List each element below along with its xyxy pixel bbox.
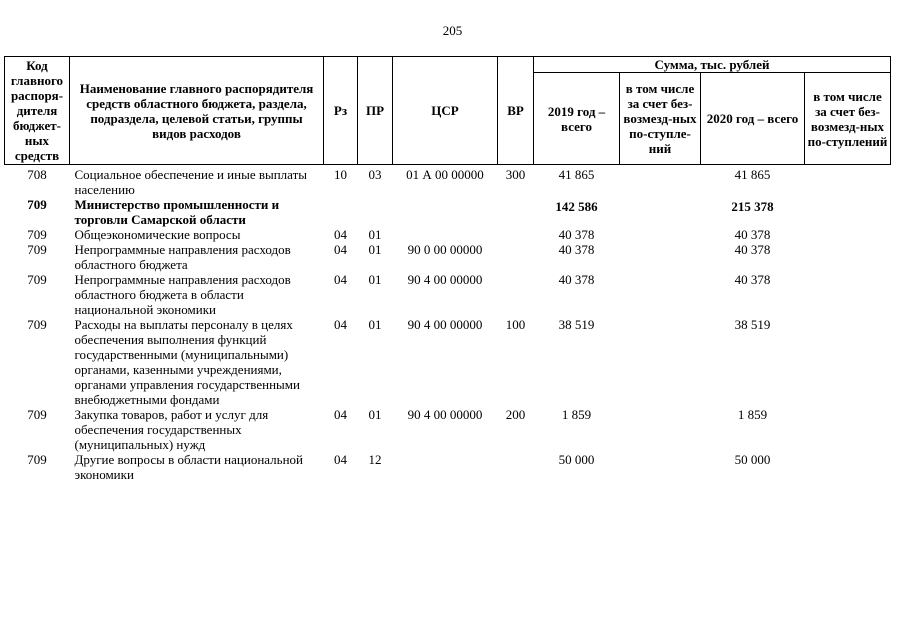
cell-2020-total: 215 378 <box>731 199 774 214</box>
cell-2020-incl <box>805 272 891 317</box>
cell-pr: 03 <box>368 167 382 182</box>
cell-pr: 01 <box>368 317 382 332</box>
cell-2020-incl <box>805 317 891 407</box>
cell-csr: 90 4 00 00000 <box>407 317 483 332</box>
cell-name: Социальное обеспечение и иные выплаты населению <box>74 167 308 197</box>
table-row <box>5 407 891 452</box>
cell-vr: 300 <box>505 167 526 182</box>
cell-csr: 01 А 00 00000 <box>406 167 484 182</box>
cell-2020-total: 50 000 <box>734 452 771 467</box>
cell-rz: 04 <box>334 272 347 287</box>
cell-2019-total: 41 865 <box>558 167 595 182</box>
cell-2019-incl <box>620 272 701 317</box>
cell-code: 709 <box>27 242 47 257</box>
cell-csr: 90 0 00 00000 <box>407 242 483 257</box>
cell-2019-incl <box>620 407 701 452</box>
cell-rz: 04 <box>334 317 347 332</box>
header-2019-total: 2019 год – всего <box>534 73 620 165</box>
cell-csr <box>393 197 498 227</box>
header-pr: ПР <box>358 57 393 165</box>
header-2019-incl: в том числе за счет без-возмезд-ных по-ступле-ний <box>620 73 701 165</box>
cell-name: Министерство промышленности и торговли Самарской области <box>74 197 280 227</box>
header-2020-total: 2020 год – всего <box>701 73 805 165</box>
cell-csr: 90 4 00 00000 <box>407 272 483 287</box>
header-2020-incl: в том числе за счет без-возмезд-ных по-ступлений <box>805 73 891 165</box>
cell-rz: 10 <box>334 167 347 182</box>
cell-2020-total: 40 378 <box>734 242 771 257</box>
cell-code: 709 <box>27 197 47 212</box>
cell-2019-incl <box>620 242 701 272</box>
cell-vr: 200 <box>505 407 526 422</box>
cell-csr: 90 4 00 00000 <box>407 407 483 422</box>
cell-name: Другие вопросы в области национальной экономики <box>74 452 303 482</box>
header-code: Код главного распоря-дителя бюджет-ных средств <box>5 57 70 165</box>
cell-code: 709 <box>27 317 47 332</box>
cell-name: Расходы на выплаты персоналу в целях обеспечения выполнения функций государственными (муниципальными) органами, казенными учреждениями, органами управления государственными внебюджетными фондами <box>74 317 300 407</box>
cell-2019-total: 142 586 <box>555 199 598 214</box>
table-row <box>5 227 891 242</box>
cell-2020-total: 40 378 <box>734 272 771 287</box>
cell-rz <box>324 197 358 227</box>
cell-2019-total: 38 519 <box>558 317 595 332</box>
cell-2020-total: 1 859 <box>737 407 768 422</box>
table-row <box>5 317 891 407</box>
cell-vr <box>498 227 534 242</box>
cell-rz: 04 <box>334 227 347 242</box>
cell-2020-incl <box>805 165 891 198</box>
cell-code: 709 <box>27 452 47 467</box>
cell-csr <box>393 227 498 242</box>
cell-pr: 01 <box>368 242 382 257</box>
cell-2019-total: 40 378 <box>558 242 595 257</box>
cell-rz: 04 <box>334 452 347 467</box>
cell-code: 709 <box>27 272 47 287</box>
budget-table <box>4 56 891 482</box>
cell-2020-total: 40 378 <box>734 227 771 242</box>
cell-2019-total: 40 378 <box>558 227 595 242</box>
cell-2019-incl <box>620 452 701 482</box>
table-row <box>5 452 891 482</box>
cell-2020-incl <box>805 407 891 452</box>
cell-rz: 04 <box>334 242 347 257</box>
cell-vr: 100 <box>505 317 526 332</box>
cell-vr <box>498 272 534 317</box>
cell-2020-total: 38 519 <box>734 317 771 332</box>
cell-2019-total: 50 000 <box>558 452 595 467</box>
cell-2020-total: 41 865 <box>734 167 771 182</box>
cell-name: Непрограммные направления расходов областного бюджета в области национальной экономики <box>74 272 291 317</box>
cell-name: Непрограммные направления расходов областного бюджета <box>74 242 291 272</box>
cell-vr <box>498 242 534 272</box>
cell-code: 709 <box>27 407 47 422</box>
table-row <box>5 242 891 272</box>
cell-code: 708 <box>27 167 47 182</box>
header-name: Наименование главного распорядителя средств областного бюджета, раздела, подраздела, целевой статьи, группы видов расходов <box>70 57 324 165</box>
cell-2019-incl <box>620 317 701 407</box>
cell-rz: 04 <box>334 407 347 422</box>
header-csr: ЦСР <box>393 57 498 165</box>
cell-pr: 12 <box>368 452 382 467</box>
cell-2019-incl <box>620 197 701 227</box>
cell-2020-incl <box>805 242 891 272</box>
cell-2020-incl <box>805 227 891 242</box>
header-vr: ВР <box>498 57 534 165</box>
cell-name: Общеэкономические вопросы <box>74 227 241 242</box>
cell-csr <box>393 452 498 482</box>
cell-code: 709 <box>27 227 47 242</box>
cell-pr: 01 <box>368 227 382 242</box>
cell-pr: 01 <box>368 272 382 287</box>
cell-2019-incl <box>620 227 701 242</box>
cell-2019-total: 40 378 <box>558 272 595 287</box>
cell-2020-incl <box>805 452 891 482</box>
cell-vr <box>498 197 534 227</box>
cell-pr <box>358 197 393 227</box>
header-sum: Сумма, тыс. рублей <box>534 57 891 73</box>
cell-pr: 01 <box>368 407 382 422</box>
cell-2020-incl <box>805 197 891 227</box>
cell-name: Закупка товаров, работ и услуг для обеспечения государственных (муниципальных) нужд <box>74 407 269 452</box>
cell-vr <box>498 452 534 482</box>
cell-2019-incl <box>620 165 701 198</box>
cell-2019-total: 1 859 <box>561 407 592 422</box>
table-row <box>5 197 891 227</box>
table-row <box>5 165 891 198</box>
page-number: 205 <box>442 23 463 38</box>
table-row <box>5 272 891 317</box>
header-rz: Рз <box>324 57 358 165</box>
